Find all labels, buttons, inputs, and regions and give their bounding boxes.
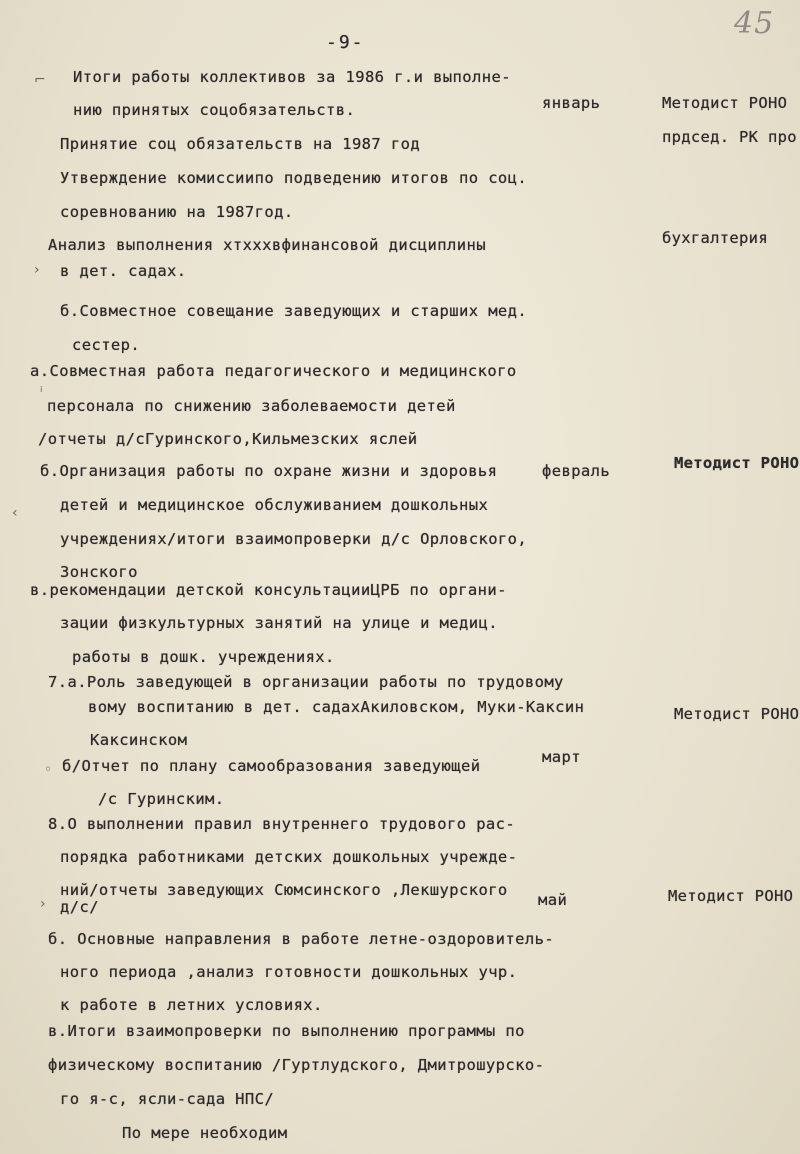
plan-line: нию принятых соцобязательств.: [73, 101, 356, 119]
plan-line: 8.О выполнении правил внутреннего трудового рас-: [48, 815, 516, 833]
page-number: -9-: [326, 32, 365, 53]
plan-line: го я-с, ясли-сада НПС/: [60, 1090, 275, 1108]
plan-line: б.Совместное совещание заведующих и старших мед.: [60, 302, 528, 320]
plan-line: ний/отчеты заведующих Сюмсинского ,Лекшурского: [60, 881, 508, 899]
plan-line: детей и медицинское обслуживанием дошкольных: [60, 496, 489, 514]
plan-line: персонала по снижению заболеваемости детей: [47, 397, 456, 415]
plan-line: порядка работниками детских дошкольных учрежде-: [60, 848, 518, 866]
plan-line: работы в дошк. учреждениях.: [72, 648, 335, 666]
date-may: май: [538, 891, 568, 909]
plan-line: в.Итоги взаимопроверки по выполнению программы по: [48, 1022, 525, 1040]
plan-line: сестер.: [72, 336, 141, 354]
margin-mark: ›: [40, 896, 46, 912]
date-february: февраль: [542, 462, 611, 480]
responsible-text: Методист РОНО: [674, 454, 800, 472]
archive-number: 45: [734, 6, 775, 41]
plan-line: ного периода ,анализ готовности дошкольных учр.: [60, 963, 518, 981]
plan-line: в дет. садах.: [60, 262, 187, 280]
plan-line: б. Основные направления в работе летне-оздоровитель-: [48, 930, 555, 948]
plan-line: Анализ выполнения xтxxxвфинансовой дисциплины: [48, 236, 486, 254]
plan-line: зации физкультурных занятий на улице и медиц.: [60, 614, 498, 632]
plan-line: к работе в летних условиях.: [60, 996, 323, 1014]
plan-line: б/Отчет по плану самообразования заведующей: [62, 757, 481, 775]
plan-line: /с Гуринским.: [98, 790, 225, 808]
margin-mark: ⌐: [34, 72, 46, 88]
margin-mark: ᵢ: [40, 380, 43, 396]
plan-line: физическому воспитанию /Гуртлудского, Дмитрошурско-: [48, 1056, 545, 1074]
plan-line: Итоги работы коллективов за 1986 г.и выполне-: [73, 68, 511, 86]
plan-line: д/с/: [60, 898, 99, 916]
margin-mark: ›: [34, 262, 40, 278]
plan-line: Утверждение комиссиипо подведению итогов по соц.: [60, 169, 528, 187]
plan-line: Принятие соц обязательств на 1987 год: [60, 135, 421, 153]
responsible-text: Методист РОНО: [662, 94, 788, 112]
plan-line: Зонского: [60, 563, 138, 581]
plan-line: б.Организация работы по охране жизни и здоровья: [40, 462, 498, 480]
responsible-text: Методист РОНО: [674, 705, 800, 723]
date-january: январь: [542, 94, 601, 112]
plan-line: 7.а.Роль заведующей в организации работы по трудовому: [48, 673, 564, 691]
plan-line: соревнованию на 1987год.: [60, 203, 294, 221]
plan-line: Каксинском: [90, 731, 188, 749]
plan-line: По мере необходим: [122, 1124, 288, 1142]
plan-line: учреждениях/итоги взаимопроверки д/с Орловского,: [60, 530, 528, 548]
margin-mark: ◦: [44, 762, 53, 778]
plan-line: вому воспитанию в дет. садахАкиловском, Муки-Каксин: [88, 698, 585, 716]
date-march: март: [542, 748, 581, 766]
plan-line: в.рекомендации детской консультацииЦРБ по органи-: [30, 581, 507, 599]
responsible-text: Методист РОНО: [668, 887, 794, 905]
margin-mark: ‹: [12, 505, 18, 521]
responsible-text: бухгалтерия: [662, 229, 768, 247]
responsible-text: прдсед. РК про: [662, 128, 797, 146]
plan-line: /отчеты д/сГуринского,Кильмезских яслей: [38, 430, 418, 448]
plan-line: а.Совместная работа педагогического и медицинского: [30, 362, 517, 380]
